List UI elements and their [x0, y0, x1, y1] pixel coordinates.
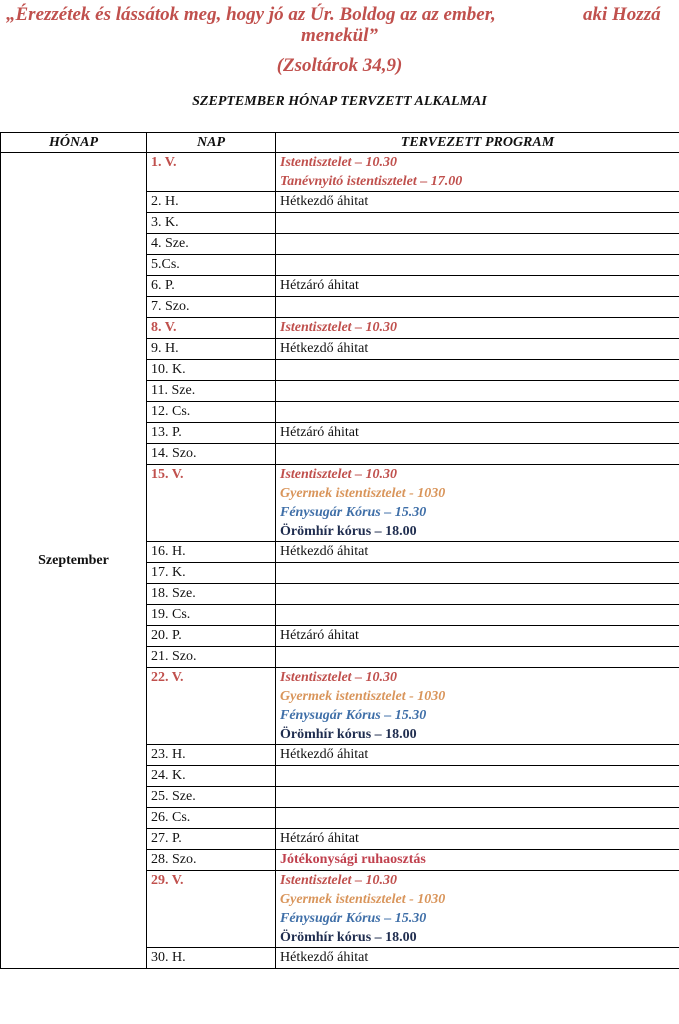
program-event: Istentisztelet – 10.30 [280, 873, 398, 888]
day-cell: 3. K. [147, 213, 276, 234]
schedule-table [0, 132, 679, 969]
program-cell [276, 444, 679, 465]
program-cell [276, 381, 679, 402]
program-event: Gyermek istentisztelet - 1030 [280, 892, 446, 907]
program-event: Hétkezdő áhitat [280, 341, 369, 356]
table-row [1, 153, 679, 192]
day-cell: 21. Szo. [147, 647, 276, 668]
program-cell [276, 871, 679, 948]
program-cell [276, 647, 679, 668]
day-cell: 9. H. [147, 339, 276, 360]
program-cell [276, 255, 679, 276]
program-cell [276, 402, 679, 423]
program-event: Gyermek istentisztelet - 1030 [280, 486, 446, 501]
column-header-month: HÓNAP [1, 133, 147, 153]
program-event: Hétkezdő áhitat [280, 194, 369, 209]
program-event: Hétzáró áhitat [280, 425, 359, 440]
column-header-program: TERVEZETT PROGRAM [276, 133, 679, 153]
program-cell [276, 745, 679, 766]
program-cell [276, 829, 679, 850]
schedule-body [1, 153, 679, 969]
program-cell [276, 605, 679, 626]
day-cell: 26. Cs. [147, 808, 276, 829]
quote-reference: (Zsoltárok 34,9) [276, 55, 403, 76]
program-cell [276, 276, 679, 297]
day-cell: 5.Cs. [147, 255, 276, 276]
day-cell: 24. K. [147, 766, 276, 787]
program-event: Tanévnyitó istentisztelet – 17.00 [280, 174, 463, 189]
program-event: Örömhír kórus – 18.00 [280, 930, 417, 945]
program-event: Hétkezdő áhitat [280, 950, 369, 965]
program-event: Hétzáró áhitat [280, 278, 359, 293]
program-event: Istentisztelet – 10.30 [280, 467, 398, 482]
day-cell: 15. V. [147, 465, 276, 542]
program-cell [276, 339, 679, 360]
day-cell: 10. K. [147, 360, 276, 381]
day-cell: 8. V. [147, 318, 276, 339]
day-cell: 13. P. [147, 423, 276, 444]
program-cell [276, 234, 679, 255]
day-cell: 19. Cs. [147, 605, 276, 626]
quote-line-1: „Érezzétek és lássátok meg, hogy jó az Úr. Boldog az az ember, [6, 4, 496, 25]
program-cell [276, 584, 679, 605]
program-event: Hétkezdő áhitat [280, 747, 369, 762]
program-event: Hétzáró áhitat [280, 628, 359, 643]
program-cell [276, 850, 679, 871]
quote-line-2: menekül” [300, 25, 379, 46]
column-header-day: NAP [147, 133, 276, 153]
day-cell: 14. Szo. [147, 444, 276, 465]
program-cell [276, 465, 679, 542]
program-cell [276, 948, 679, 969]
day-cell: 25. Sze. [147, 787, 276, 808]
schedule-title: SZEPTEMBER HÓNAP TERVZETT ALKALMAI [192, 94, 487, 109]
day-cell: 2. H. [147, 192, 276, 213]
program-event: Fénysugár Kórus – 15.30 [280, 911, 427, 926]
day-cell: 23. H. [147, 745, 276, 766]
program-event: Jótékonysági ruhaosztás [280, 852, 426, 867]
month-cell: Szeptember [1, 153, 147, 969]
program-cell [276, 360, 679, 381]
program-cell [276, 318, 679, 339]
program-cell [276, 297, 679, 318]
day-cell: 27. P. [147, 829, 276, 850]
day-cell: 28. Szo. [147, 850, 276, 871]
day-cell: 17. K. [147, 563, 276, 584]
day-cell: 12. Cs. [147, 402, 276, 423]
day-cell: 11. Sze. [147, 381, 276, 402]
program-event: Istentisztelet – 10.30 [280, 155, 398, 170]
day-cell: 16. H. [147, 542, 276, 563]
quote-line-1-end: aki Hozzá [583, 4, 661, 25]
day-cell: 1. V. [147, 153, 276, 192]
program-cell [276, 563, 679, 584]
day-cell: 7. Szo. [147, 297, 276, 318]
program-event: Hétkezdő áhitat [280, 544, 369, 559]
program-cell [276, 153, 679, 192]
program-event: Örömhír kórus – 18.00 [280, 727, 417, 742]
program-cell [276, 423, 679, 444]
program-event: Istentisztelet – 10.30 [280, 670, 398, 685]
program-event: Gyermek istentisztelet - 1030 [280, 689, 446, 704]
program-event: Örömhír kórus – 18.00 [280, 524, 417, 539]
program-cell [276, 542, 679, 563]
program-cell [276, 626, 679, 647]
day-cell: 22. V. [147, 668, 276, 745]
program-cell [276, 192, 679, 213]
program-event: Fénysugár Kórus – 15.30 [280, 505, 427, 520]
program-cell [276, 213, 679, 234]
program-cell [276, 808, 679, 829]
day-cell: 29. V. [147, 871, 276, 948]
program-event: Hétzáró áhitat [280, 831, 359, 846]
day-cell: 30. H. [147, 948, 276, 969]
table-header-row [1, 133, 679, 153]
program-cell [276, 668, 679, 745]
program-event: Istentisztelet – 10.30 [280, 320, 398, 335]
program-event: Fénysugár Kórus – 15.30 [280, 708, 427, 723]
day-cell: 4. Sze. [147, 234, 276, 255]
day-cell: 6. P. [147, 276, 276, 297]
program-cell [276, 787, 679, 808]
program-cell [276, 766, 679, 787]
day-cell: 20. P. [147, 626, 276, 647]
day-cell: 18. Sze. [147, 584, 276, 605]
